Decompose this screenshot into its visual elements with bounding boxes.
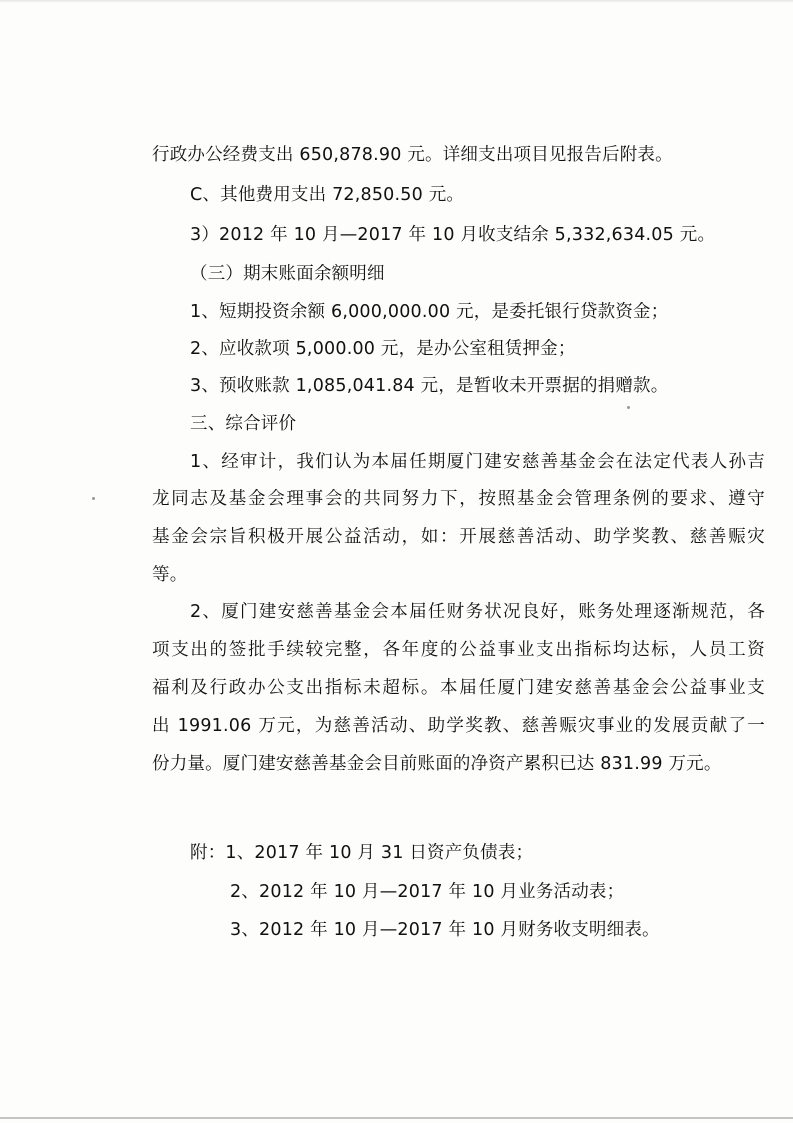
text-line-advance-receipts: 3、预收账款 1,085,041.84 元，是暂收未开票据的捐赠款。 bbox=[190, 376, 669, 396]
scan-top-edge bbox=[0, 0, 793, 3]
text-line-admin-expense: 行政办公经费支出 650,878.90 元。详细支出项目见报告后附表。 bbox=[152, 145, 673, 165]
section-heading-balance-detail: （三）期末账面余额明细 bbox=[190, 264, 385, 284]
text-line-eval-1c: 基金会宗旨积极开展公益活动，如：开展慈善活动、助学奖教、慈善赈灾 bbox=[152, 527, 765, 547]
text-line-receivables: 2、应收款项 5,000.00 元，是办公室租赁押金； bbox=[190, 339, 576, 359]
attachment-line-1: 附：1、2017 年 10 月 31 日资产负债表； bbox=[190, 843, 534, 863]
text-line-eval-2d: 出 1991.06 万元，为慈善活动、助学奖教、慈善赈灾事业的发展贡献了一 bbox=[152, 716, 765, 736]
attachment-line-2: 2、2012 年 10 月—2017 年 10 月业务活动表； bbox=[230, 882, 625, 902]
text-line-eval-1b: 龙同志及基金会理事会的共同努力下，按照基金会管理条例的要求、遵守 bbox=[152, 489, 765, 509]
text-line-short-term-investment: 1、短期投资余额 6,000,000.00 元，是委托银行贷款资金； bbox=[190, 302, 669, 322]
attachment-line-3: 3、2012 年 10 月—2017 年 10 月财务收支明细表。 bbox=[230, 920, 660, 940]
text-line-eval-1a: 1、经审计，我们认为本届任期厦门建安慈善基金会在法定代表人孙吉 bbox=[190, 452, 765, 472]
text-line-eval-1d: 等。 bbox=[152, 565, 188, 585]
text-line-eval-2c: 福利及行政办公支出指标未超标。本届任厦门建安慈善基金会公益事业支 bbox=[152, 678, 765, 698]
text-line-balance: 3）2012 年 10 月—2017 年 10 月收支结余 5,332,634.05 元。 bbox=[190, 225, 716, 245]
scan-speck bbox=[92, 497, 95, 500]
scan-speck bbox=[627, 406, 630, 409]
text-line-eval-2e: 份力量。厦门建安慈善基金会目前账面的净资产累积已达 831.99 万元。 bbox=[152, 754, 722, 774]
section-heading-evaluation: 三、综合评价 bbox=[190, 414, 297, 434]
text-line-other-expense: C、其他费用支出 72,850.50 元。 bbox=[190, 185, 465, 205]
text-line-eval-2b: 项支出的签批手续较完整，各年度的公益事业支出指标均达标，人员工资 bbox=[152, 640, 765, 660]
text-line-eval-2a: 2、厦门建安慈善基金会本届任财务状况良好，账务处理逐渐规范，各 bbox=[190, 602, 765, 622]
scan-bottom-edge bbox=[0, 1117, 793, 1119]
